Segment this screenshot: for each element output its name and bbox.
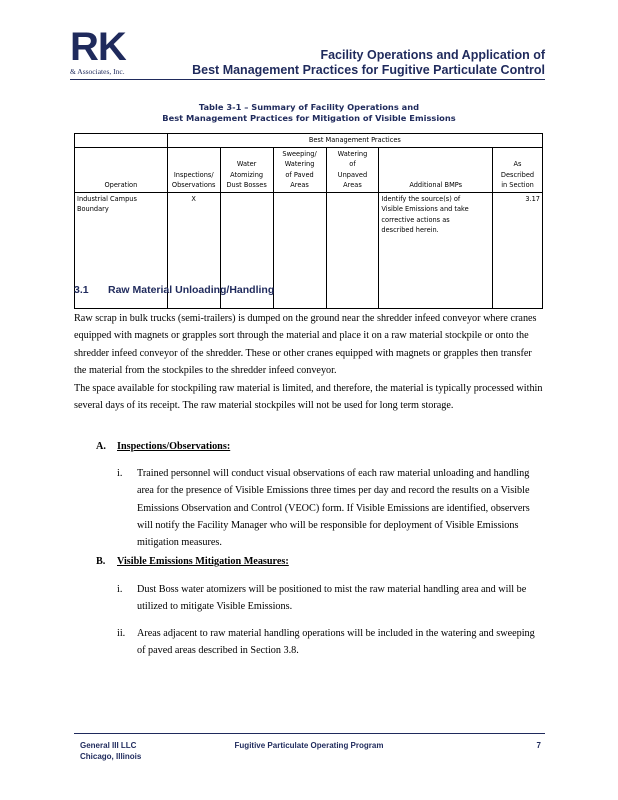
subsection-b-letter: B. bbox=[96, 556, 106, 567]
footer-divider bbox=[74, 733, 545, 734]
document-title-line2: Best Management Practices for Fugitive Particulate Control bbox=[192, 63, 545, 77]
table-caption-line1: Table 3-1 – Summary of Facility Operations and bbox=[198, 102, 420, 112]
col-header-as-described: As Described in Section bbox=[493, 147, 543, 192]
section-title: Raw Material Unloading/Handling bbox=[108, 284, 275, 296]
col-header-operation: Operation bbox=[75, 147, 168, 192]
footer-location: Chicago, Illinois bbox=[80, 752, 142, 761]
list-item bbox=[117, 581, 542, 616]
list-item-numeral: i. bbox=[117, 468, 123, 479]
cell-as-described: 3.17 bbox=[493, 192, 543, 308]
col-header-water-atomizing: Water Atomizing Dust Bosses bbox=[220, 147, 273, 192]
logo-subtext: & Associates, Inc. bbox=[70, 67, 125, 76]
paragraph-2: The space available for stockpiling raw material is limited, and therefore, the material is typically processed within several days of its receipt. The raw material stockpiles will not be used for long term storage. bbox=[74, 383, 543, 412]
subsection-b-heading bbox=[96, 556, 289, 567]
list-item bbox=[117, 625, 542, 660]
cell-watering bbox=[326, 192, 379, 308]
cell-sweeping bbox=[273, 192, 326, 308]
cell-inspections: X bbox=[167, 192, 220, 308]
list-item-numeral: i. bbox=[117, 584, 123, 595]
header-divider bbox=[70, 79, 545, 80]
list-item-text: Dust Boss water atomizers will be positioned to mist the raw material handling area and will be utilized to mitigate Visible Emissions. bbox=[137, 584, 527, 613]
list-item-numeral: ii. bbox=[117, 628, 126, 639]
footer-program: Fugitive Particulate Operating Program bbox=[234, 741, 384, 750]
section-number: 3.1 bbox=[74, 284, 89, 296]
subsection-a-letter: A. bbox=[96, 441, 106, 452]
list-item bbox=[117, 465, 542, 551]
company-logo bbox=[70, 25, 140, 76]
page-number: 7 bbox=[536, 741, 541, 750]
table-caption-line2: Best Management Practices for Mitigation of Visible Emissions bbox=[162, 113, 456, 123]
list-item-text: Trained personnel will conduct visual observations of each raw material unloading and handling area for the presence of Visible Emissions three times per day and record the results on a Visible Emissions Observation and Control (VEOC) form. If Visible Emissions are identified, observers will notify the Facility Manager who will be responsible for deployment of Visible Emissions mitigation measures. bbox=[137, 468, 530, 549]
document-title bbox=[192, 48, 545, 78]
table-caption bbox=[0, 102, 618, 124]
subsection-b-title: Visible Emissions Mitigation Measures: bbox=[117, 556, 289, 567]
section-heading bbox=[74, 284, 274, 296]
col-header-additional: Additional BMPs bbox=[379, 147, 493, 192]
subsection-a-title: Inspections/Observations: bbox=[117, 441, 231, 452]
col-header-inspections: Inspections/ Observations bbox=[167, 147, 220, 192]
list-item-text: Areas adjacent to raw material handling operations will be included in the watering and sweeping of paved areas described in Section 3.8. bbox=[137, 628, 535, 657]
bmp-group-header: Best Management Practices bbox=[167, 134, 542, 148]
logo-mark: RK bbox=[70, 25, 126, 69]
cell-operation: Industrial Campus Boundary bbox=[75, 192, 168, 308]
document-title-line1: Facility Operations and Application of bbox=[320, 48, 545, 62]
paragraph-1: Raw scrap in bulk trucks (semi-trailers) is dumped on the ground near the shredder infeed conveyor where cranes equipped with magnets or grapples sort through the material and place it on a raw material stockpile or onto the shredder infeed conveyor of the shredder. These or other cranes equipped with magnets or grapples then transfer the material from the stockpiles to the shredder infeed conveyor. bbox=[74, 313, 537, 376]
footer-company: General III LLC bbox=[80, 741, 137, 750]
header-blank-cell bbox=[75, 134, 168, 148]
cell-additional: Identify the source(s) of Visible Emissions and take corrective actions as described herein. bbox=[379, 192, 493, 308]
col-header-watering: Watering of Unpaved Areas bbox=[326, 147, 379, 192]
col-header-sweeping: Sweeping/ Watering of Paved Areas bbox=[273, 147, 326, 192]
subsection-a-heading bbox=[96, 441, 230, 452]
bmp-summary-table bbox=[74, 133, 543, 309]
